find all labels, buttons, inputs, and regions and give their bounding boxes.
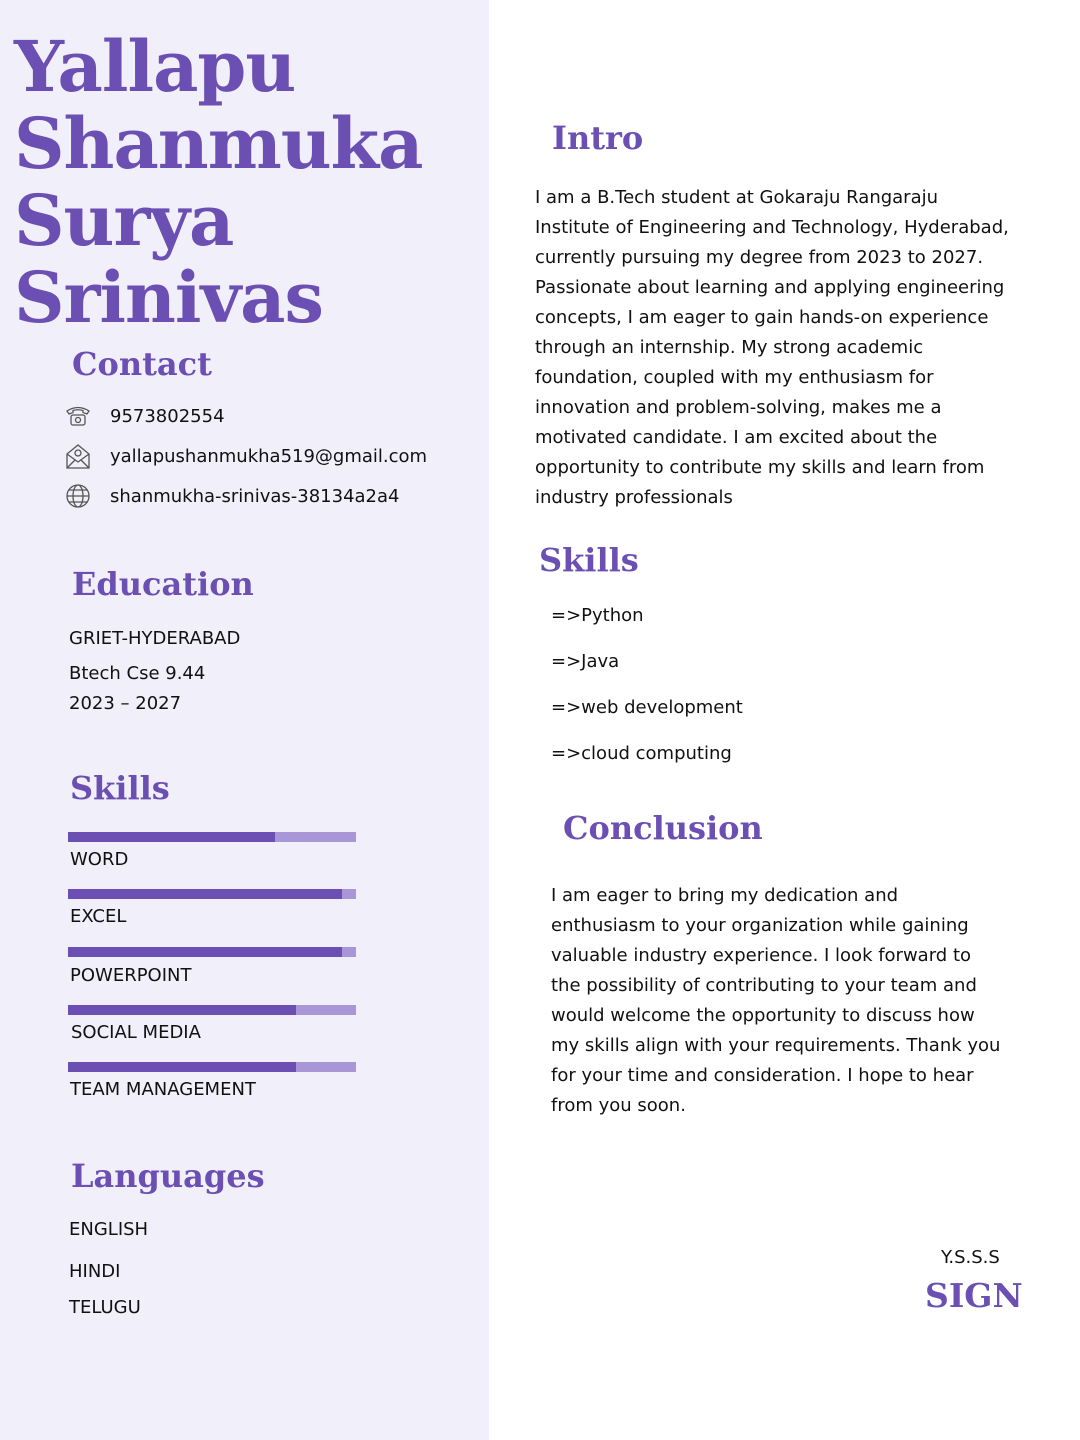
skill-level-bar xyxy=(68,1062,356,1072)
conclusion-text: I am eager to bring my dedication and enthusiasm to your organization while gaining valuable industry experience. I look forward to the possibility of contributing to your team and would welcome the opportunity to discuss how my skills align with your requirements. Thank you for your time and consideration. I hope to hear from you soon. xyxy=(551,885,1001,1116)
skill-label: WORD xyxy=(70,849,129,870)
skill-label: EXCEL xyxy=(70,906,127,927)
skill-label: POWERPOINT xyxy=(70,965,192,986)
education-degree: Btech Cse 9.44 xyxy=(69,663,206,684)
contact-email xyxy=(64,441,428,471)
conclusion-heading: Conclusion xyxy=(563,809,763,847)
name-line: Srinivas xyxy=(14,256,323,339)
profile-handle[interactable]: shanmukha-srinivas-38134a2a4 xyxy=(110,485,400,507)
intro-heading: Intro xyxy=(552,119,644,157)
skill-label: SOCIAL MEDIA xyxy=(71,1022,201,1043)
name-line: Shanmuka xyxy=(14,102,423,185)
email-address[interactable]: yallapushanmukha519@gmail.com xyxy=(110,445,428,467)
skills-list-heading: Skills xyxy=(539,541,639,579)
phone-icon xyxy=(64,402,92,430)
contact-web xyxy=(64,481,400,511)
language-item: ENGLISH xyxy=(69,1219,149,1240)
signature-initials: Y.S.S.S xyxy=(941,1247,1000,1268)
email-icon xyxy=(64,442,92,470)
contact-heading: Contact xyxy=(72,345,212,383)
language-item: TELUGU xyxy=(69,1297,141,1318)
intro-text: I am a B.Tech student at Gokaraju Rangaraju Institute of Engineering and Technology, Hyderabad, currently pursuing my degree from 2023 to 2027. Passionate about learning and applying engineering concepts, I am eager to gain hands-on experience through an internship. My strong academic foundation, coupled with my enthusiasm for innovation and problem-solving, makes me a motivated candidate. I am excited about the opportunity to contribute my skills and learn from industry professionals xyxy=(535,187,1009,508)
skill-level-bar xyxy=(68,947,356,957)
education-heading: Education xyxy=(72,565,254,603)
skill-list-item: =>cloud computing xyxy=(551,743,732,764)
phone-number[interactable]: 9573802554 xyxy=(110,405,225,427)
skill-list-item: =>web development xyxy=(551,697,743,718)
language-item: HINDI xyxy=(69,1261,121,1282)
name-line: Surya xyxy=(14,179,234,262)
education-institution: GRIET-HYDERABAD xyxy=(69,628,241,649)
candidate-name xyxy=(14,25,423,339)
skill-list-item: =>Java xyxy=(551,651,620,672)
languages-heading: Languages xyxy=(71,1157,265,1195)
skill-level-fill xyxy=(68,947,342,957)
skill-list-item: =>Python xyxy=(551,605,644,626)
skill-level-bar xyxy=(68,889,356,899)
skill-level-bar xyxy=(68,1005,356,1015)
name-line: Yallapu xyxy=(14,25,296,108)
contact-phone xyxy=(64,401,225,431)
skill-level-fill xyxy=(68,1005,296,1015)
signature-label: SIGN xyxy=(925,1276,1023,1315)
skill-level-fill xyxy=(68,889,342,899)
sidebar xyxy=(0,0,489,1440)
skill-level-fill xyxy=(68,832,275,842)
globe-icon xyxy=(64,482,92,510)
skills-bars-heading: Skills xyxy=(70,769,170,807)
skill-level-bar xyxy=(68,832,356,842)
main-content xyxy=(489,0,1080,1440)
education-years: 2023 – 2027 xyxy=(69,693,182,714)
skill-level-fill xyxy=(68,1062,296,1072)
skill-label: TEAM MANAGEMENT xyxy=(70,1079,256,1100)
